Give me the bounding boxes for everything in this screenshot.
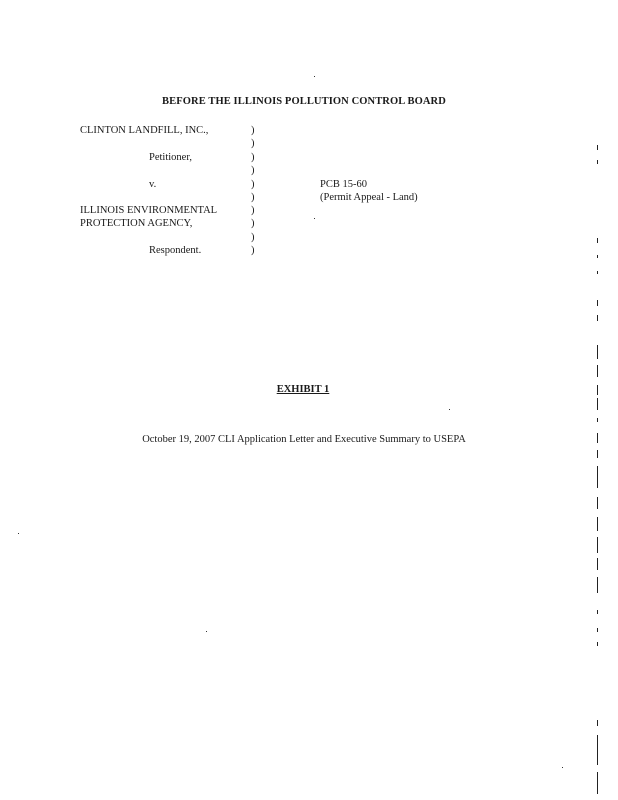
- respondent-role: Respondent.: [149, 245, 202, 256]
- scan-edge-mark: [597, 450, 598, 458]
- exhibit-label: EXHIBIT 1: [276, 384, 330, 395]
- scan-speck: [449, 409, 450, 410]
- scan-edge-mark: [597, 255, 598, 258]
- scan-edge-mark: [597, 238, 598, 243]
- board-title: BEFORE THE ILLINOIS POLLUTION CONTROL BOARD: [162, 96, 446, 107]
- scan-edge-mark: [597, 418, 598, 422]
- scan-edge-mark: [597, 160, 598, 164]
- scan-edge-mark: [597, 628, 598, 632]
- scan-edge-mark: [597, 365, 598, 377]
- caption-paren: ): [251, 232, 255, 243]
- scan-edge-mark: [597, 271, 598, 274]
- respondent-name-line2: PROTECTION AGENCY,: [80, 218, 193, 229]
- caption-paren: ): [251, 245, 255, 256]
- exhibit-description: October 19, 2007 CLI Application Letter and Executive Summary to USEPA: [142, 434, 466, 445]
- caption-paren: ): [251, 179, 255, 190]
- scan-edge-mark: [597, 537, 598, 553]
- scan-edge-mark: [597, 558, 598, 570]
- respondent-name-line1: ILLINOIS ENVIRONMENTAL: [80, 205, 218, 216]
- caption-paren: ): [251, 192, 255, 203]
- scan-speck: [18, 533, 19, 534]
- scan-speck: [562, 767, 563, 768]
- scan-edge-mark: [597, 145, 598, 150]
- case-type: (Permit Appeal - Land): [320, 192, 418, 203]
- scan-edge-mark: [597, 517, 598, 531]
- scan-edge-mark: [597, 577, 598, 593]
- scan-edge-mark: [597, 720, 598, 726]
- case-number: PCB 15-60: [320, 179, 367, 190]
- scan-edge-mark: [597, 735, 598, 765]
- scan-edge-mark: [597, 315, 598, 321]
- caption-paren: ): [251, 205, 255, 216]
- scan-edge-mark: [597, 385, 598, 395]
- scan-speck: [206, 631, 207, 632]
- scan-edge-mark: [597, 610, 598, 614]
- caption-paren: ): [251, 125, 255, 136]
- scan-edge-mark: [597, 398, 598, 410]
- scan-edge-mark: [597, 642, 598, 646]
- scan-edge-mark: [597, 345, 598, 359]
- caption-paren: ): [251, 152, 255, 163]
- scan-edge-mark: [597, 466, 598, 488]
- scan-edge-mark: [597, 497, 598, 509]
- caption-paren: ): [251, 218, 255, 229]
- scan-speck: [314, 218, 315, 219]
- caption-paren: ): [251, 138, 255, 149]
- scan-edge-mark: [597, 433, 598, 443]
- petitioner-role: Petitioner,: [149, 152, 193, 163]
- scan-edge-mark: [597, 300, 598, 306]
- scan-speck: [314, 76, 315, 77]
- versus-label: v.: [149, 179, 157, 190]
- scan-edge-mark: [597, 772, 598, 794]
- caption-paren: ): [251, 165, 255, 176]
- petitioner-name: CLINTON LANDFILL, INC.,: [80, 125, 209, 136]
